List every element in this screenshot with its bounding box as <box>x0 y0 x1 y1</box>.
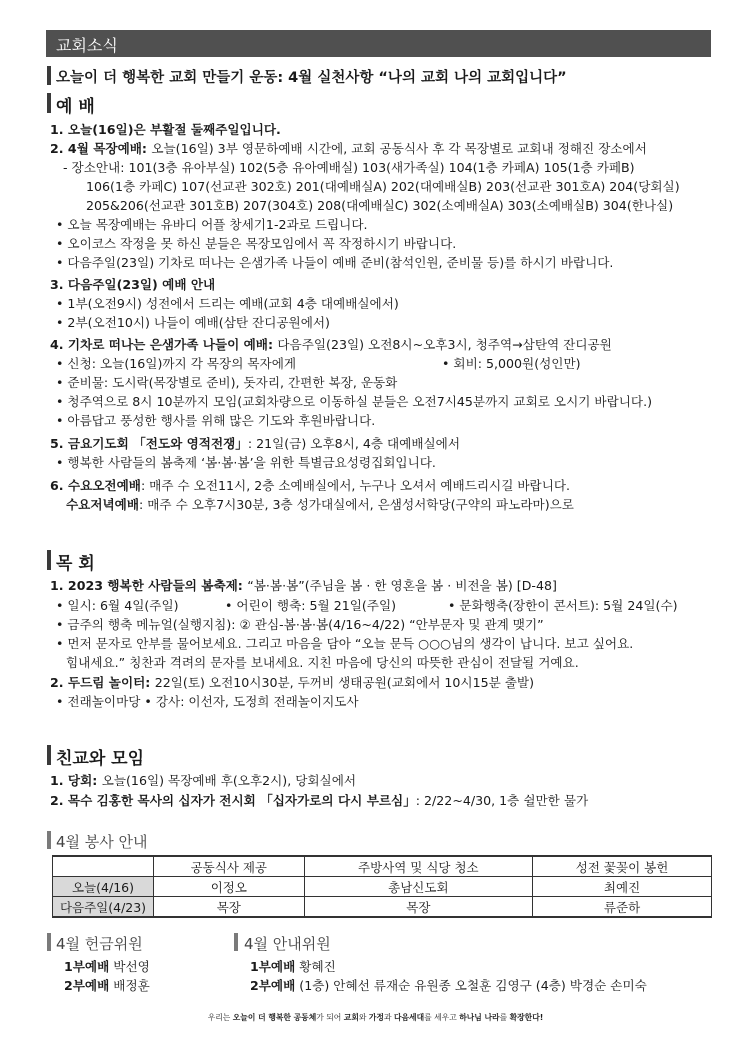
worship-rooms-1: - 장소안내: 101(3층 유아부실) 102(5층 유아예배실) 103(새가족실) 104(1층 카페A) 105(1층 카페B) <box>63 160 635 175</box>
worship-item-6b-head: 수요저녁예배 <box>66 497 139 512</box>
worship-item-3-bullet: • 1부(오전9시) 성전에서 드리는 예배(교회 4층 대예배실에서) <box>56 296 399 311</box>
table-header-cell: 공동식사 제공 <box>154 856 305 877</box>
mokhoe-item-1-kids: • 어린이 행축: 5월 21일(주일) <box>225 598 397 613</box>
section-marker <box>47 745 51 765</box>
worship-item-2-head: 2. 4월 목장예배: <box>50 141 152 156</box>
worship-item-4-bullet: • 준비물: 도시락(목장별로 준비), 돗자리, 간편한 복장, 운동화 <box>56 375 398 390</box>
worship-item-4-fee: • 회비: 5,000원(성인만) <box>442 356 581 371</box>
motto-emphasis: 가정 <box>368 1013 384 1022</box>
table-header-cell: 성전 꽃꽂이 봉헌 <box>533 856 712 877</box>
worship-heading: 예 배 <box>56 97 95 117</box>
motto-text: 우리는 <box>207 1013 233 1022</box>
mokhoe-item-2-bullet: • 전래놀이마당 • 강사: 이선자, 도정희 전래놀이지도사 <box>56 694 359 709</box>
mokhoe-item-1-bullet: • 금주의 행축 메뉴얼(실행지침): ② 관심-봄·봄·봄(4/16~4/22) “안부문자 및 관계 맺기” <box>56 617 544 632</box>
worship-item-6-body: : 매주 수 오전11시, 2층 소예배실에서, 누구나 오셔서 예배드리시길 바랍니다. <box>140 478 571 493</box>
motto-text: 와 <box>358 1013 369 1022</box>
worship-item-4-bullet: • 청주역으로 8시 10분까지 모임(교회차량으로 이동하실 분들은 오전7시45분까지 교회로 오시기 바랍니다.) <box>56 394 652 409</box>
motto-text: 과 <box>383 1013 394 1022</box>
worship-item-4-bullet: • 아름답고 풍성한 행사를 위해 많은 기도와 후원바랍니다. <box>56 413 376 428</box>
table-cell: 최예진 <box>533 877 712 897</box>
section-marker <box>47 550 51 570</box>
motto-text: 를 <box>499 1013 510 1022</box>
offering-heading: 4월 헌금위원 <box>56 935 143 953</box>
worship-item-5-bullet: • 행복한 사람들의 봄축제 ‘봄·봄·봄’을 위한 특별금요성령집회입니다. <box>56 455 436 470</box>
service-heading: 4월 봉사 안내 <box>56 833 148 851</box>
worship-item-6b <box>66 494 574 513</box>
section-marker <box>47 831 51 849</box>
table-header-cell: 주방사역 및 식당 청소 <box>304 856 532 877</box>
worship-item-2-body: 오늘(16일) 3부 영문하예배 시간에, 교회 공동식사 후 각 목장별로 교회내 정해진 장소에서 <box>151 141 647 156</box>
table-header-cell <box>53 856 154 877</box>
fellowship-item-2-head: 2. 목수 김홍한 목사의 십자가 전시회 「십자가로의 다시 부르심」 <box>50 793 416 808</box>
offering-row-2 <box>64 975 150 994</box>
worship-item-2-bullet: • 오늘 목장예배는 유바디 어플 창세기1-2과로 드립니다. <box>56 217 368 232</box>
fellowship-heading: 친교와 모임 <box>56 749 145 769</box>
worship-item-6-head: 6. 수요오전예배 <box>50 478 141 493</box>
mokhoe-item-1-date: • 일시: 6월 4일(주일) <box>56 598 179 613</box>
table-row-label: 오늘(4/16) <box>53 877 154 897</box>
table-cell: 총남신도회 <box>304 877 532 897</box>
table-header-row <box>53 856 712 877</box>
fellowship-item-2-body: : 2/22~4/30, 1층 쉴만한 물가 <box>415 793 589 808</box>
worship-item-5 <box>50 433 460 452</box>
worship-item-2-bullet: • 오이코스 작정을 못 하신 분들은 목장모임에서 꼭 작정하시기 바랍니다. <box>56 236 457 251</box>
motto-emphasis: 확장한다! <box>509 1013 544 1022</box>
footer-motto <box>0 1012 751 1023</box>
page-title: 교회소식 <box>56 36 118 55</box>
mokhoe-item-1-body: “봄·봄·봄”(주님을 봄 · 한 영혼을 봄 · 비전을 봄) [D-48] <box>247 578 557 593</box>
mokhoe-item-2-head: 2. 두드림 놀이터: <box>50 675 155 690</box>
worship-item-5-body: : 21일(금) 오후8시, 4층 대예배실에서 <box>247 436 460 451</box>
table-row <box>53 897 712 918</box>
mokhoe-item-1-bullet: • 먼저 문자로 안부를 물어보세요. 그리고 마음을 담아 “오늘 문득 ○○○님의 생각이 납니다. 보고 싶어요. <box>56 636 634 651</box>
service-table <box>52 855 712 918</box>
table-cell: 목장 <box>304 897 532 918</box>
worship-item-4-bullet: • 신청: 오늘(16일)까지 각 목장의 목자에게 <box>56 356 297 371</box>
worship-item-2 <box>50 138 647 157</box>
worship-item-3-bullet: • 2부(오전10시) 나들이 예배(삼탄 잔디공원에서) <box>56 315 330 330</box>
fellowship-item-2 <box>50 790 588 809</box>
worship-item-2-bullet: • 다음주일(23일) 기차로 떠나는 은샘가족 나들이 예배 준비(참석인원, 준비물 등)를 하시기 바랍니다. <box>56 255 614 270</box>
fellowship-item-1 <box>50 770 356 789</box>
header-bar <box>46 30 711 57</box>
worship-item-4 <box>50 334 612 353</box>
mokhoe-heading: 목 회 <box>56 554 95 574</box>
usher-row-2-label: 2부예배 <box>250 978 296 993</box>
worship-rooms-3: 205&206(선교관 301호B) 207(304호) 208(대예배실C) 302(소예배실A) 303(소예배실B) 304(한나실) <box>86 198 674 213</box>
usher-row-1-label: 1부예배 <box>250 959 296 974</box>
motto-emphasis: 오늘이 더 행복한 공동체 <box>232 1013 317 1022</box>
motto-emphasis: 하나님 나라 <box>459 1013 500 1022</box>
fellowship-item-1-head: 1. 당회: <box>50 773 102 788</box>
table-cell: 목장 <box>154 897 305 918</box>
section-marker <box>234 933 238 951</box>
mokhoe-item-1-bullet-cont: 힘내세요.” 칭찬과 격려의 문자를 보내세요. 지친 마음에 당신의 따뜻한 관심이 전달될 거예요. <box>66 655 579 670</box>
section-marker <box>47 66 51 85</box>
fellowship-item-1-body: 오늘(16일) 목장예배 후(오후2시), 당회실에서 <box>101 773 357 788</box>
section-marker <box>47 93 51 113</box>
worship-item-6 <box>50 475 570 494</box>
worship-rooms-2: 106(1층 카페C) 107(선교관 302호) 201(대예배실A) 202(대예배실B) 203(선교관 301호A) 204(당회실) <box>86 179 680 194</box>
motto-text: 를 세우고 <box>424 1013 460 1022</box>
table-cell: 류준하 <box>533 897 712 918</box>
worship-item-6b-body: : 매주 수 오후7시30분, 3층 성가대실에서, 은샘성서학당(구약의 파노라마)으로 <box>139 497 574 512</box>
usher-row-2-names: (1층) 안혜선 류재순 유원종 오철훈 김영구 (4층) 박경순 손미숙 <box>299 978 647 993</box>
offering-row-1-names: 박선영 <box>113 959 150 974</box>
motto-emphasis: 교회 <box>343 1013 359 1022</box>
table-cell: 이정오 <box>154 877 305 897</box>
mokhoe-item-1 <box>50 575 557 594</box>
usher-row-2 <box>250 975 647 994</box>
motto-emphasis: 다음세대 <box>393 1013 425 1022</box>
table-row <box>53 877 712 897</box>
campaign-title: 오늘이 더 행복한 교회 만들기 운동: 4월 실천사항 “나의 교회 나의 교회입니다” <box>56 70 567 86</box>
mokhoe-item-1-head: 1. 2023 행복한 사람들의 봄축제: <box>50 578 248 593</box>
usher-row-1-names: 황혜진 <box>299 959 336 974</box>
worship-item-5-head: 5. 금요기도회 「전도와 영적전쟁」 <box>50 436 248 451</box>
mokhoe-item-2 <box>50 672 534 691</box>
offering-row-2-label: 2부예배 <box>64 978 110 993</box>
mokhoe-item-2-body: 22일(토) 오전10시30분, 두꺼비 생태공원(교회에서 10시15분 출발) <box>154 675 535 690</box>
table-row-label: 다음주일(4/23) <box>53 897 154 918</box>
mokhoe-item-1-culture: • 문화행축(장한이 콘서트): 5월 24일(수) <box>448 598 678 613</box>
offering-row-2-names: 배정훈 <box>113 978 150 993</box>
usher-heading: 4월 안내위원 <box>244 935 331 953</box>
worship-item-4-body: 다음주일(23일) 오전8시~오후3시, 청주역→삼탄역 잔디공원 <box>277 337 612 352</box>
worship-item-1: 1. 오늘(16일)은 부활절 둘째주일입니다. <box>50 122 281 137</box>
section-marker <box>47 933 51 951</box>
offering-row-1 <box>64 956 150 975</box>
worship-item-4-head: 4. 기차로 떠나는 은샘가족 나들이 예배: <box>50 337 278 352</box>
offering-row-1-label: 1부예배 <box>64 959 110 974</box>
usher-row-1 <box>250 956 336 975</box>
worship-item-3: 3. 다음주일(23일) 예배 안내 <box>50 277 216 292</box>
motto-text: 가 되어 <box>316 1013 344 1022</box>
